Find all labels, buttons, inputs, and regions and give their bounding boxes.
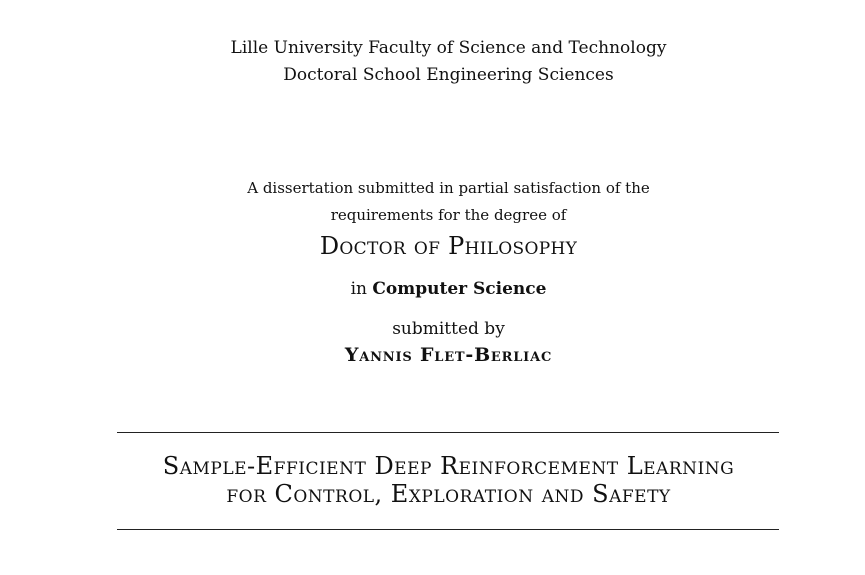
doctoral-school: Doctoral School Engineering Sciences xyxy=(283,65,614,85)
field-prefix: in xyxy=(350,279,367,299)
field-of-study xyxy=(0,279,865,299)
thesis-title-line2: for Control, Exploration and Safety xyxy=(226,480,671,508)
thesis-title-line1: Sample-Efficient Deep Reinforcement Learning xyxy=(162,452,735,480)
author-name: Yannis Flet-Berliac xyxy=(344,344,553,366)
title-rule-top xyxy=(117,432,779,433)
submitted-by-label: submitted by xyxy=(392,319,505,339)
degree-title: Doctor of Philosophy xyxy=(319,232,578,260)
title-rule-bottom xyxy=(117,529,779,530)
dissertation-intro-line2: requirements for the degree of xyxy=(330,206,567,224)
field-name: Computer Science xyxy=(372,279,547,299)
dissertation-intro-line1: A dissertation submitted in partial satisfaction of the xyxy=(247,179,650,197)
university-name: Lille University Faculty of Science and Technology xyxy=(230,38,667,58)
